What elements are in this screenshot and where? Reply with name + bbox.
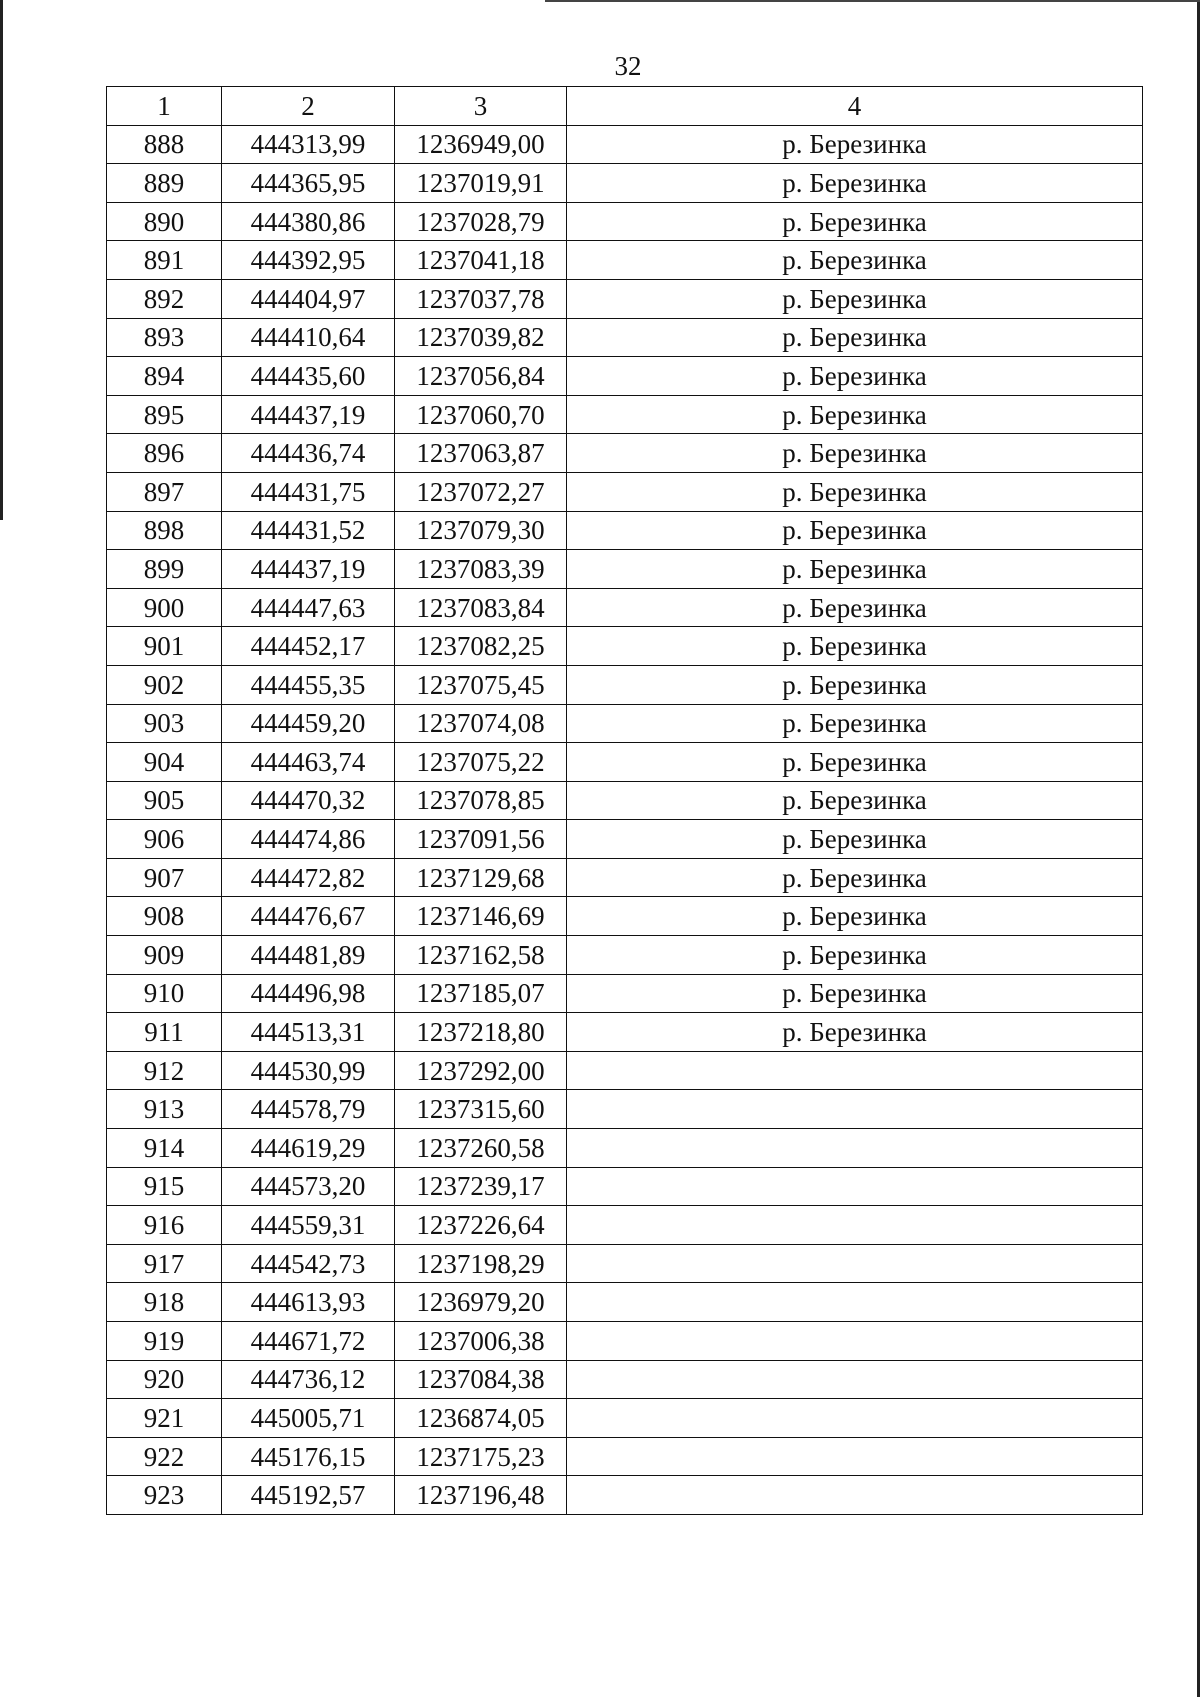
description-cell <box>567 1244 1143 1283</box>
description-cell: р. Березинка <box>567 820 1143 859</box>
table-row <box>107 588 1143 627</box>
y-coordinate-cell: 1237006,38 <box>395 1322 567 1361</box>
description-cell: р. Березинка <box>567 1013 1143 1052</box>
table-row <box>107 125 1143 164</box>
y-coordinate-cell: 1237075,45 <box>395 665 567 704</box>
table-row <box>107 936 1143 975</box>
table-row <box>107 434 1143 473</box>
point-number-cell: 912 <box>107 1051 222 1090</box>
description-cell: р. Березинка <box>567 897 1143 936</box>
table-row <box>107 550 1143 589</box>
y-coordinate-cell: 1237196,48 <box>395 1476 567 1515</box>
x-coordinate-cell: 444435,60 <box>222 357 395 396</box>
point-number-cell: 920 <box>107 1360 222 1399</box>
y-coordinate-cell: 1237146,69 <box>395 897 567 936</box>
description-cell: р. Березинка <box>567 395 1143 434</box>
table-row <box>107 820 1143 859</box>
y-coordinate-cell: 1237083,39 <box>395 550 567 589</box>
point-number-cell: 888 <box>107 125 222 164</box>
table-row <box>107 781 1143 820</box>
description-cell <box>567 1476 1143 1515</box>
description-cell: р. Березинка <box>567 781 1143 820</box>
table-row <box>107 241 1143 280</box>
point-number-cell: 911 <box>107 1013 222 1052</box>
point-number-cell: 910 <box>107 974 222 1013</box>
description-cell: р. Березинка <box>567 202 1143 241</box>
description-cell: р. Березинка <box>567 936 1143 975</box>
y-coordinate-cell: 1237082,25 <box>395 627 567 666</box>
x-coordinate-cell: 444474,86 <box>222 820 395 859</box>
description-cell: р. Березинка <box>567 241 1143 280</box>
description-cell: р. Березинка <box>567 550 1143 589</box>
description-cell <box>567 1437 1143 1476</box>
y-coordinate-cell: 1236874,05 <box>395 1399 567 1438</box>
description-cell <box>567 1129 1143 1168</box>
point-number-cell: 890 <box>107 202 222 241</box>
y-coordinate-cell: 1237037,78 <box>395 279 567 318</box>
y-coordinate-cell: 1237078,85 <box>395 781 567 820</box>
description-cell: р. Березинка <box>567 279 1143 318</box>
description-cell: р. Березинка <box>567 511 1143 550</box>
table-row <box>107 1129 1143 1168</box>
point-number-cell: 894 <box>107 357 222 396</box>
point-number-cell: 906 <box>107 820 222 859</box>
table-row <box>107 1167 1143 1206</box>
x-coordinate-cell: 444410,64 <box>222 318 395 357</box>
point-number-cell: 907 <box>107 858 222 897</box>
table-row <box>107 1051 1143 1090</box>
description-cell: р. Березинка <box>567 704 1143 743</box>
table-row <box>107 1437 1143 1476</box>
y-coordinate-cell: 1237185,07 <box>395 974 567 1013</box>
x-coordinate-cell: 445005,71 <box>222 1399 395 1438</box>
table-row <box>107 472 1143 511</box>
point-number-cell: 916 <box>107 1206 222 1245</box>
x-coordinate-cell: 444481,89 <box>222 936 395 975</box>
point-number-cell: 893 <box>107 318 222 357</box>
point-number-cell: 917 <box>107 1244 222 1283</box>
page-number: 32 <box>614 51 642 81</box>
x-coordinate-cell: 444459,20 <box>222 704 395 743</box>
table-row <box>107 897 1143 936</box>
x-coordinate-cell: 444455,35 <box>222 665 395 704</box>
y-coordinate-cell: 1237315,60 <box>395 1090 567 1129</box>
x-coordinate-cell: 444437,19 <box>222 395 395 434</box>
description-cell: р. Березинка <box>567 974 1143 1013</box>
table-body <box>107 125 1143 1514</box>
header-col-3: 3 <box>395 87 567 126</box>
x-coordinate-cell: 444736,12 <box>222 1360 395 1399</box>
x-coordinate-cell: 445176,15 <box>222 1437 395 1476</box>
x-coordinate-cell: 444437,19 <box>222 550 395 589</box>
point-number-cell: 904 <box>107 743 222 782</box>
point-number-cell: 903 <box>107 704 222 743</box>
y-coordinate-cell: 1236949,00 <box>395 125 567 164</box>
y-coordinate-cell: 1237198,29 <box>395 1244 567 1283</box>
x-coordinate-cell: 444447,63 <box>222 588 395 627</box>
x-coordinate-cell: 444365,95 <box>222 164 395 203</box>
table-row <box>107 357 1143 396</box>
description-cell: р. Березинка <box>567 665 1143 704</box>
point-number-cell: 898 <box>107 511 222 550</box>
x-coordinate-cell: 444452,17 <box>222 627 395 666</box>
y-coordinate-cell: 1237218,80 <box>395 1013 567 1052</box>
x-coordinate-cell: 444559,31 <box>222 1206 395 1245</box>
point-number-cell: 922 <box>107 1437 222 1476</box>
x-coordinate-cell: 444530,99 <box>222 1051 395 1090</box>
y-coordinate-cell: 1237226,64 <box>395 1206 567 1245</box>
point-number-cell: 889 <box>107 164 222 203</box>
table-row <box>107 1206 1143 1245</box>
x-coordinate-cell: 444513,31 <box>222 1013 395 1052</box>
y-coordinate-cell: 1237129,68 <box>395 858 567 897</box>
point-number-cell: 900 <box>107 588 222 627</box>
x-coordinate-cell: 444613,93 <box>222 1283 395 1322</box>
table-row <box>107 318 1143 357</box>
x-coordinate-cell: 444573,20 <box>222 1167 395 1206</box>
table-row <box>107 395 1143 434</box>
y-coordinate-cell: 1237060,70 <box>395 395 567 434</box>
x-coordinate-cell: 444313,99 <box>222 125 395 164</box>
table-row <box>107 1399 1143 1438</box>
table-row <box>107 511 1143 550</box>
y-coordinate-cell: 1237074,08 <box>395 704 567 743</box>
table-row <box>107 704 1143 743</box>
table-row <box>107 974 1143 1013</box>
description-cell: р. Березинка <box>567 125 1143 164</box>
point-number-cell: 896 <box>107 434 222 473</box>
y-coordinate-cell: 1237175,23 <box>395 1437 567 1476</box>
y-coordinate-cell: 1237041,18 <box>395 241 567 280</box>
point-number-cell: 895 <box>107 395 222 434</box>
description-cell: р. Березинка <box>567 588 1143 627</box>
description-cell <box>567 1206 1143 1245</box>
description-cell: р. Березинка <box>567 434 1143 473</box>
y-coordinate-cell: 1237039,82 <box>395 318 567 357</box>
description-cell: р. Березинка <box>567 357 1143 396</box>
x-coordinate-cell: 444542,73 <box>222 1244 395 1283</box>
description-cell <box>567 1283 1143 1322</box>
point-number-cell: 902 <box>107 665 222 704</box>
point-number-cell: 901 <box>107 627 222 666</box>
table-row <box>107 1090 1143 1129</box>
x-coordinate-cell: 444463,74 <box>222 743 395 782</box>
x-coordinate-cell: 444476,67 <box>222 897 395 936</box>
point-number-cell: 897 <box>107 472 222 511</box>
point-number-cell: 913 <box>107 1090 222 1129</box>
y-coordinate-cell: 1237019,91 <box>395 164 567 203</box>
y-coordinate-cell: 1237072,27 <box>395 472 567 511</box>
point-number-cell: 909 <box>107 936 222 975</box>
description-cell <box>567 1322 1143 1361</box>
table-row <box>107 743 1143 782</box>
coordinates-table <box>106 86 1143 1515</box>
point-number-cell: 921 <box>107 1399 222 1438</box>
description-cell: р. Березинка <box>567 472 1143 511</box>
x-coordinate-cell: 445192,57 <box>222 1476 395 1515</box>
description-cell: р. Березинка <box>567 743 1143 782</box>
description-cell: р. Березинка <box>567 164 1143 203</box>
header-col-1: 1 <box>107 87 222 126</box>
point-number-cell: 892 <box>107 279 222 318</box>
description-cell: р. Березинка <box>567 318 1143 357</box>
x-coordinate-cell: 444404,97 <box>222 279 395 318</box>
table-row <box>107 627 1143 666</box>
table-row <box>107 164 1143 203</box>
point-number-cell: 923 <box>107 1476 222 1515</box>
table-row <box>107 665 1143 704</box>
header-col-4: 4 <box>567 87 1143 126</box>
description-cell <box>567 1051 1143 1090</box>
table-row <box>107 1013 1143 1052</box>
table-header <box>107 87 1143 126</box>
y-coordinate-cell: 1237075,22 <box>395 743 567 782</box>
point-number-cell: 908 <box>107 897 222 936</box>
description-cell <box>567 1090 1143 1129</box>
table-row <box>107 858 1143 897</box>
point-number-cell: 914 <box>107 1129 222 1168</box>
y-coordinate-cell: 1237084,38 <box>395 1360 567 1399</box>
point-number-cell: 899 <box>107 550 222 589</box>
x-coordinate-cell: 444392,95 <box>222 241 395 280</box>
header-col-2: 2 <box>222 87 395 126</box>
point-number-cell: 915 <box>107 1167 222 1206</box>
description-cell <box>567 1399 1143 1438</box>
x-coordinate-cell: 444619,29 <box>222 1129 395 1168</box>
y-coordinate-cell: 1236979,20 <box>395 1283 567 1322</box>
point-number-cell: 891 <box>107 241 222 280</box>
table-row <box>107 1476 1143 1515</box>
table-row <box>107 202 1143 241</box>
x-coordinate-cell: 444431,52 <box>222 511 395 550</box>
point-number-cell: 905 <box>107 781 222 820</box>
y-coordinate-cell: 1237292,00 <box>395 1051 567 1090</box>
table-row <box>107 1322 1143 1361</box>
table-row <box>107 1283 1143 1322</box>
x-coordinate-cell: 444578,79 <box>222 1090 395 1129</box>
point-number-cell: 919 <box>107 1322 222 1361</box>
x-coordinate-cell: 444380,86 <box>222 202 395 241</box>
point-number-cell: 918 <box>107 1283 222 1322</box>
scan-edge-top <box>545 0 1200 2</box>
description-cell: р. Березинка <box>567 627 1143 666</box>
y-coordinate-cell: 1237091,56 <box>395 820 567 859</box>
x-coordinate-cell: 444470,32 <box>222 781 395 820</box>
description-cell <box>567 1167 1143 1206</box>
y-coordinate-cell: 1237063,87 <box>395 434 567 473</box>
y-coordinate-cell: 1237056,84 <box>395 357 567 396</box>
x-coordinate-cell: 444472,82 <box>222 858 395 897</box>
y-coordinate-cell: 1237028,79 <box>395 202 567 241</box>
x-coordinate-cell: 444431,75 <box>222 472 395 511</box>
table-row <box>107 1244 1143 1283</box>
table-row <box>107 279 1143 318</box>
y-coordinate-cell: 1237083,84 <box>395 588 567 627</box>
y-coordinate-cell: 1237162,58 <box>395 936 567 975</box>
table-row <box>107 1360 1143 1399</box>
y-coordinate-cell: 1237239,17 <box>395 1167 567 1206</box>
y-coordinate-cell: 1237260,58 <box>395 1129 567 1168</box>
x-coordinate-cell: 444436,74 <box>222 434 395 473</box>
y-coordinate-cell: 1237079,30 <box>395 511 567 550</box>
description-cell: р. Березинка <box>567 858 1143 897</box>
header-row <box>107 87 1143 126</box>
x-coordinate-cell: 444496,98 <box>222 974 395 1013</box>
x-coordinate-cell: 444671,72 <box>222 1322 395 1361</box>
description-cell <box>567 1360 1143 1399</box>
